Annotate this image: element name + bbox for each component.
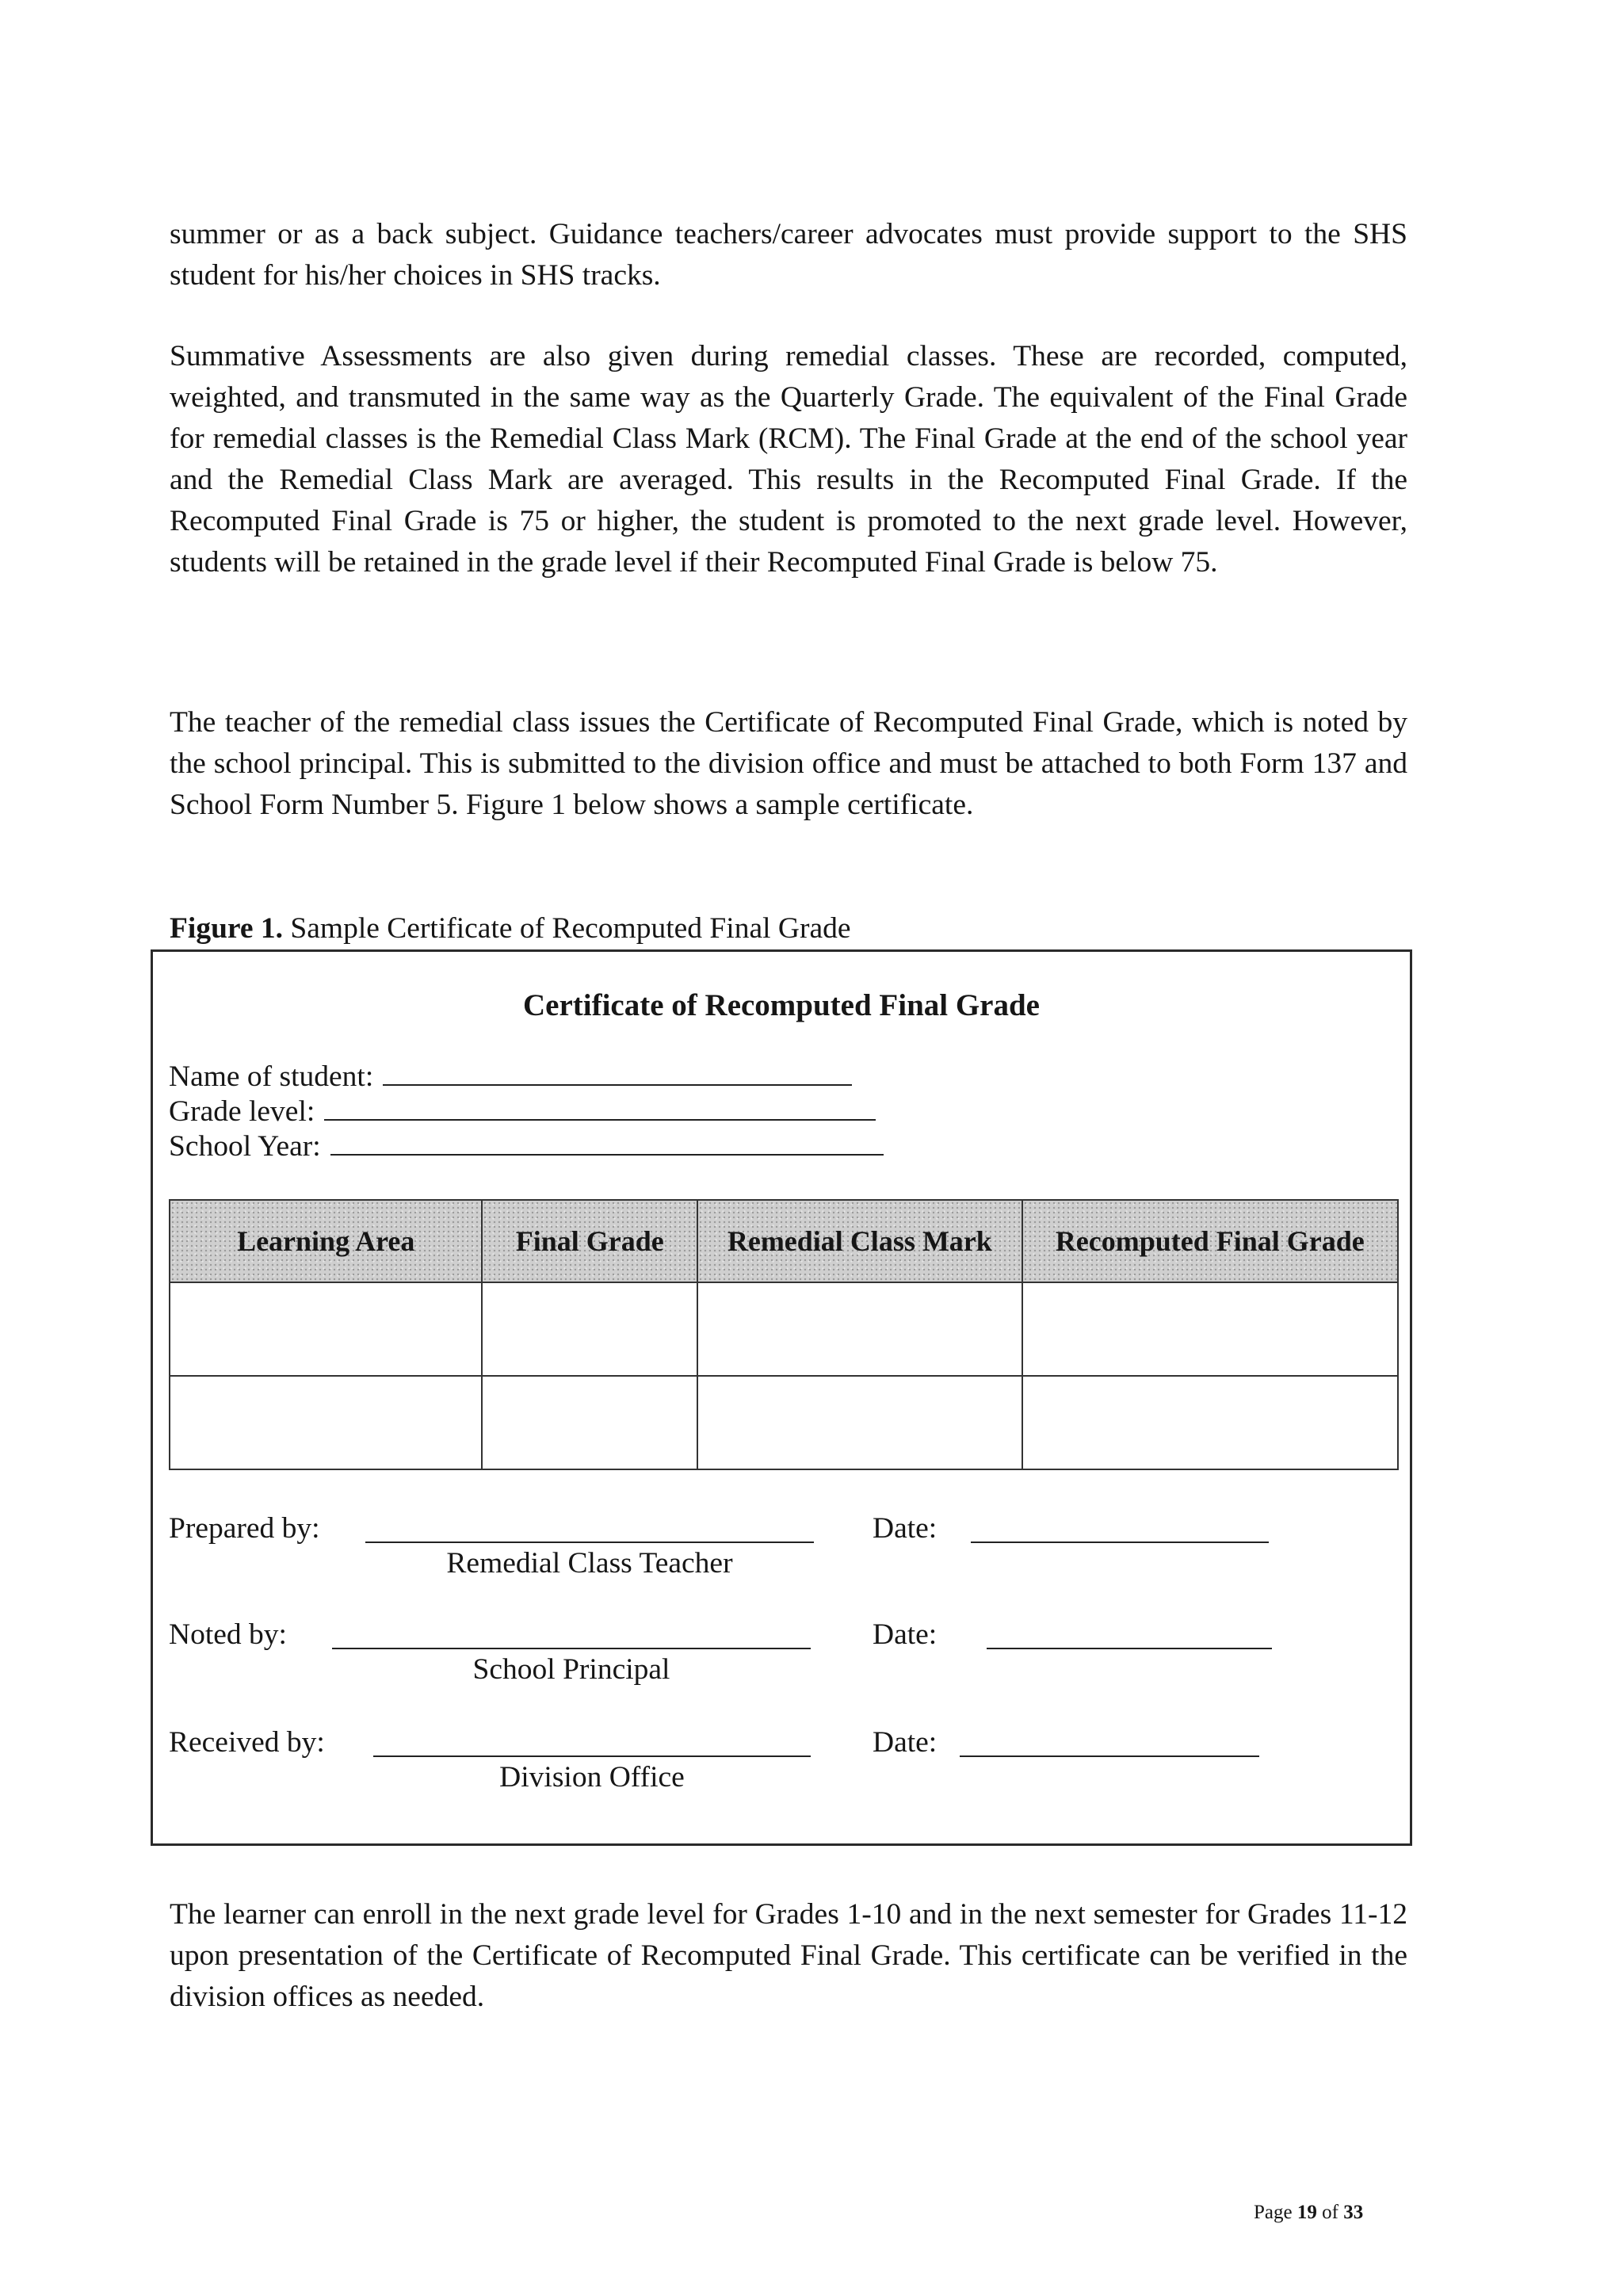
prepared-by-label: Prepared by: bbox=[169, 1512, 320, 1545]
noted-by-role: School Principal bbox=[472, 1653, 670, 1686]
field-name-label: Name of student: bbox=[169, 1060, 374, 1093]
figure-label: Figure 1. bbox=[170, 912, 284, 945]
received-date-label: Date: bbox=[873, 1726, 938, 1759]
page-prefix: Page bbox=[1254, 2202, 1293, 2223]
paragraph-learner-enrollment: The learner can enroll in the next grade level for Grades 1-10 and in the next semester for Grades 11-12 upon presentation of the Certificate of Recomputed Final Grade. This certificate can be verified in the division offices as needed. bbox=[170, 1898, 1407, 2013]
field-year-label: School Year: bbox=[169, 1130, 321, 1163]
field-grade-label: Grade level: bbox=[169, 1095, 315, 1128]
table-cell bbox=[170, 1376, 482, 1469]
field-name-of-student bbox=[169, 1060, 852, 1095]
field-name-line bbox=[383, 1083, 852, 1086]
table-cell bbox=[1022, 1282, 1398, 1376]
noted-by-line bbox=[332, 1648, 811, 1649]
field-year-line bbox=[330, 1152, 884, 1156]
table-cell bbox=[170, 1282, 482, 1376]
field-school-year bbox=[169, 1129, 884, 1164]
prepared-by-line bbox=[365, 1541, 814, 1543]
certificate-title: Certificate of Recomputed Final Grade bbox=[523, 988, 1040, 1022]
received-by-line bbox=[373, 1755, 811, 1757]
paragraph-summative-assessments: Summative Assessments are also given during remedial classes. These are recorded, computed, weighted, and transmuted in the same way as the Quarterly Grade. The equivalent of the Final Grade for remedial classes is the Remedial Class Mark (RCM). The Final Grade at the end of the school year and the Remedial Class Mark are averaged. This results in the Recomputed Final Grade. If the Recomputed Final Grade is 75 or higher, the student is promoted to the next grade level. However, students will be retained in the grade level if their Recomputed Final Grade is below 75. bbox=[170, 340, 1407, 579]
figure-caption-text: Sample Certificate of Recomputed Final Grade bbox=[290, 912, 851, 945]
prepared-by-role: Remedial Class Teacher bbox=[446, 1547, 733, 1580]
paragraph-certificate-issuance: The teacher of the remedial class issues the Certificate of Recomputed Final Grade, which is noted by the school principal. This is submitted to the division office and must be attached to both Form 137 and School Form Number 5. Figure 1 below shows a sample certificate. bbox=[170, 706, 1407, 821]
table-row bbox=[170, 1282, 1398, 1376]
page-total: 33 bbox=[1343, 2202, 1364, 2223]
field-grade-level bbox=[169, 1095, 876, 1129]
table-cell bbox=[1022, 1376, 1398, 1469]
noted-date-label: Date: bbox=[873, 1618, 938, 1651]
grades-table bbox=[169, 1199, 1399, 1470]
header-final-grade: Final Grade bbox=[482, 1200, 697, 1282]
received-by-label: Received by: bbox=[169, 1726, 325, 1759]
noted-date-line bbox=[987, 1648, 1272, 1649]
grades-header-row bbox=[170, 1200, 1398, 1282]
received-date-line bbox=[960, 1755, 1259, 1757]
table-cell bbox=[482, 1376, 697, 1469]
header-recomputed-final-grade: Recomputed Final Grade bbox=[1022, 1200, 1398, 1282]
table-cell bbox=[482, 1282, 697, 1376]
page-current: 19 bbox=[1296, 2202, 1317, 2223]
table-cell bbox=[697, 1376, 1022, 1469]
table-cell bbox=[697, 1282, 1022, 1376]
paragraph-summer-back-subject: summer or as a back subject. Guidance teachers/career advocates must provide support to the SHS student for his/her choices in SHS tracks. bbox=[170, 218, 1407, 292]
header-learning-area: Learning Area bbox=[170, 1200, 482, 1282]
certificate-box bbox=[151, 949, 1412, 1846]
page-number bbox=[1254, 2200, 1363, 2225]
header-remedial-class-mark: Remedial Class Mark bbox=[697, 1200, 1022, 1282]
table-row bbox=[170, 1376, 1398, 1469]
prepared-date-label: Date: bbox=[873, 1512, 938, 1545]
field-grade-line bbox=[324, 1117, 876, 1121]
prepared-date-line bbox=[971, 1541, 1269, 1543]
page-of: of bbox=[1322, 2202, 1338, 2223]
received-by-role: Division Office bbox=[499, 1761, 685, 1794]
noted-by-label: Noted by: bbox=[169, 1618, 287, 1651]
figure-caption bbox=[170, 908, 850, 949]
